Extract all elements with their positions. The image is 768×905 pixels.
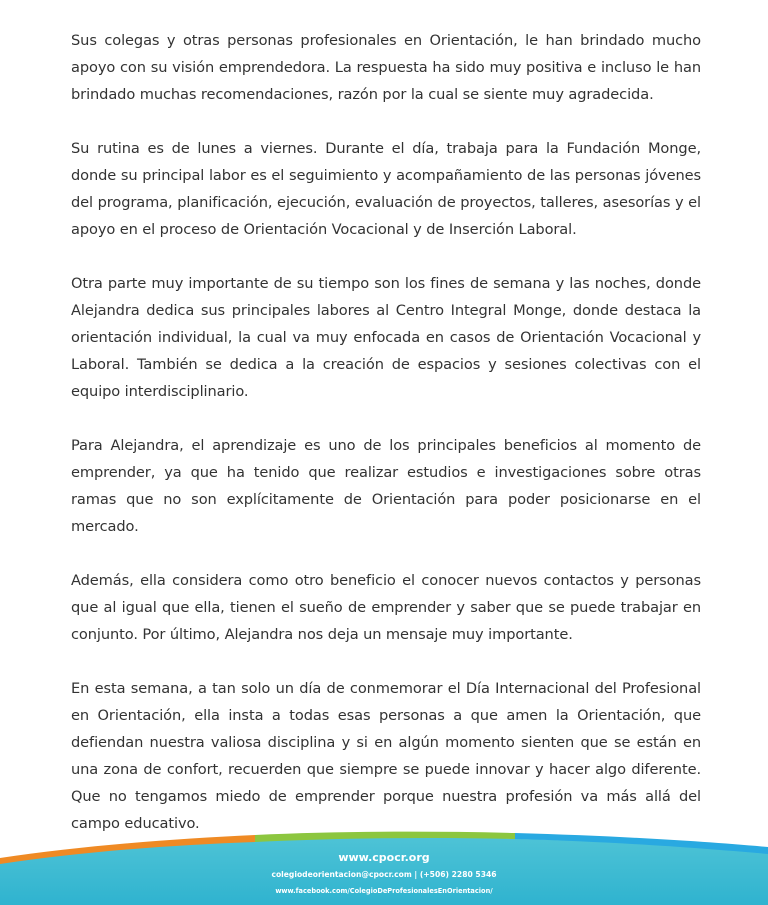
footer-facebook-link[interactable]: www.facebook.com/ColegioDeProfesionalesEnOrientacion/: [275, 887, 493, 895]
paragraph-contacts: Además, ella considera como otro beneficio el conocer nuevos contactos y personas que al igual que ella, tienen el sueño de emprender y saber que se puede trabajar en conjunto. Por último, Alejandra nos deja un mensaje muy importante.: [71, 572, 701, 643]
paragraph-learning: Para Alejandra, el aprendizaje es uno de los principales beneficios al momento de emprender, ya que ha tenido que realizar estudios e investigaciones sobre otras ramas que no son explícitamente de Orientación para poder posicionarse en el mercado.: [71, 437, 701, 535]
paragraph-weekends: Otra parte muy importante de su tiempo son los fines de semana y las noches, donde Alejandra dedica sus principales labores al Centro Integral Monge, donde destaca la orientación individual, la cual va muy enfocada en casos de Orientación Vocacional y Laboral. También se dedica a la creación de espacios y sesiones colectivas con el equipo interdisciplinario.: [71, 275, 701, 400]
article-body: [71, 27, 701, 864]
paragraph-routine: Su rutina es de lunes a viernes. Durante el día, trabaja para la Fundación Monge, donde su principal labor es el seguimiento y acompañamiento de las personas jóvenes del programa, planificación, ejecución, evaluación de proyectos, talleres, asesorías y el apoyo en el proceso de Orientación Vocacional y de Inserción Laboral.: [71, 140, 701, 238]
paragraph-support: Sus colegas y otras personas profesionales en Orientación, le han brindado mucho apoyo con su visión emprendedora. La respuesta ha sido muy positiva e incluso le han brindado muchas recomendaciones, razón por la cual se siente muy agradecida.: [71, 32, 701, 103]
footer-banner: [0, 820, 768, 905]
paragraph-message: En esta semana, a tan solo un día de conmemorar el Día Internacional del Profesional en Orientación, ella insta a todas esas personas a que amen la Orientación, que defiendan nuestra valiosa disciplina y si en algún momento sienten que se están en una zona de confort, recuerden que siempre se puede innovar y hacer algo diferente. Que no tengamos miedo de emprender porque nuestra profesión va más allá del campo educativo.: [71, 680, 701, 832]
footer-website-link[interactable]: www.cpocr.org: [338, 851, 430, 864]
footer-contact-info[interactable]: colegiodeorientacion@cpocr.com | (+506) 2280 5346: [271, 870, 497, 879]
